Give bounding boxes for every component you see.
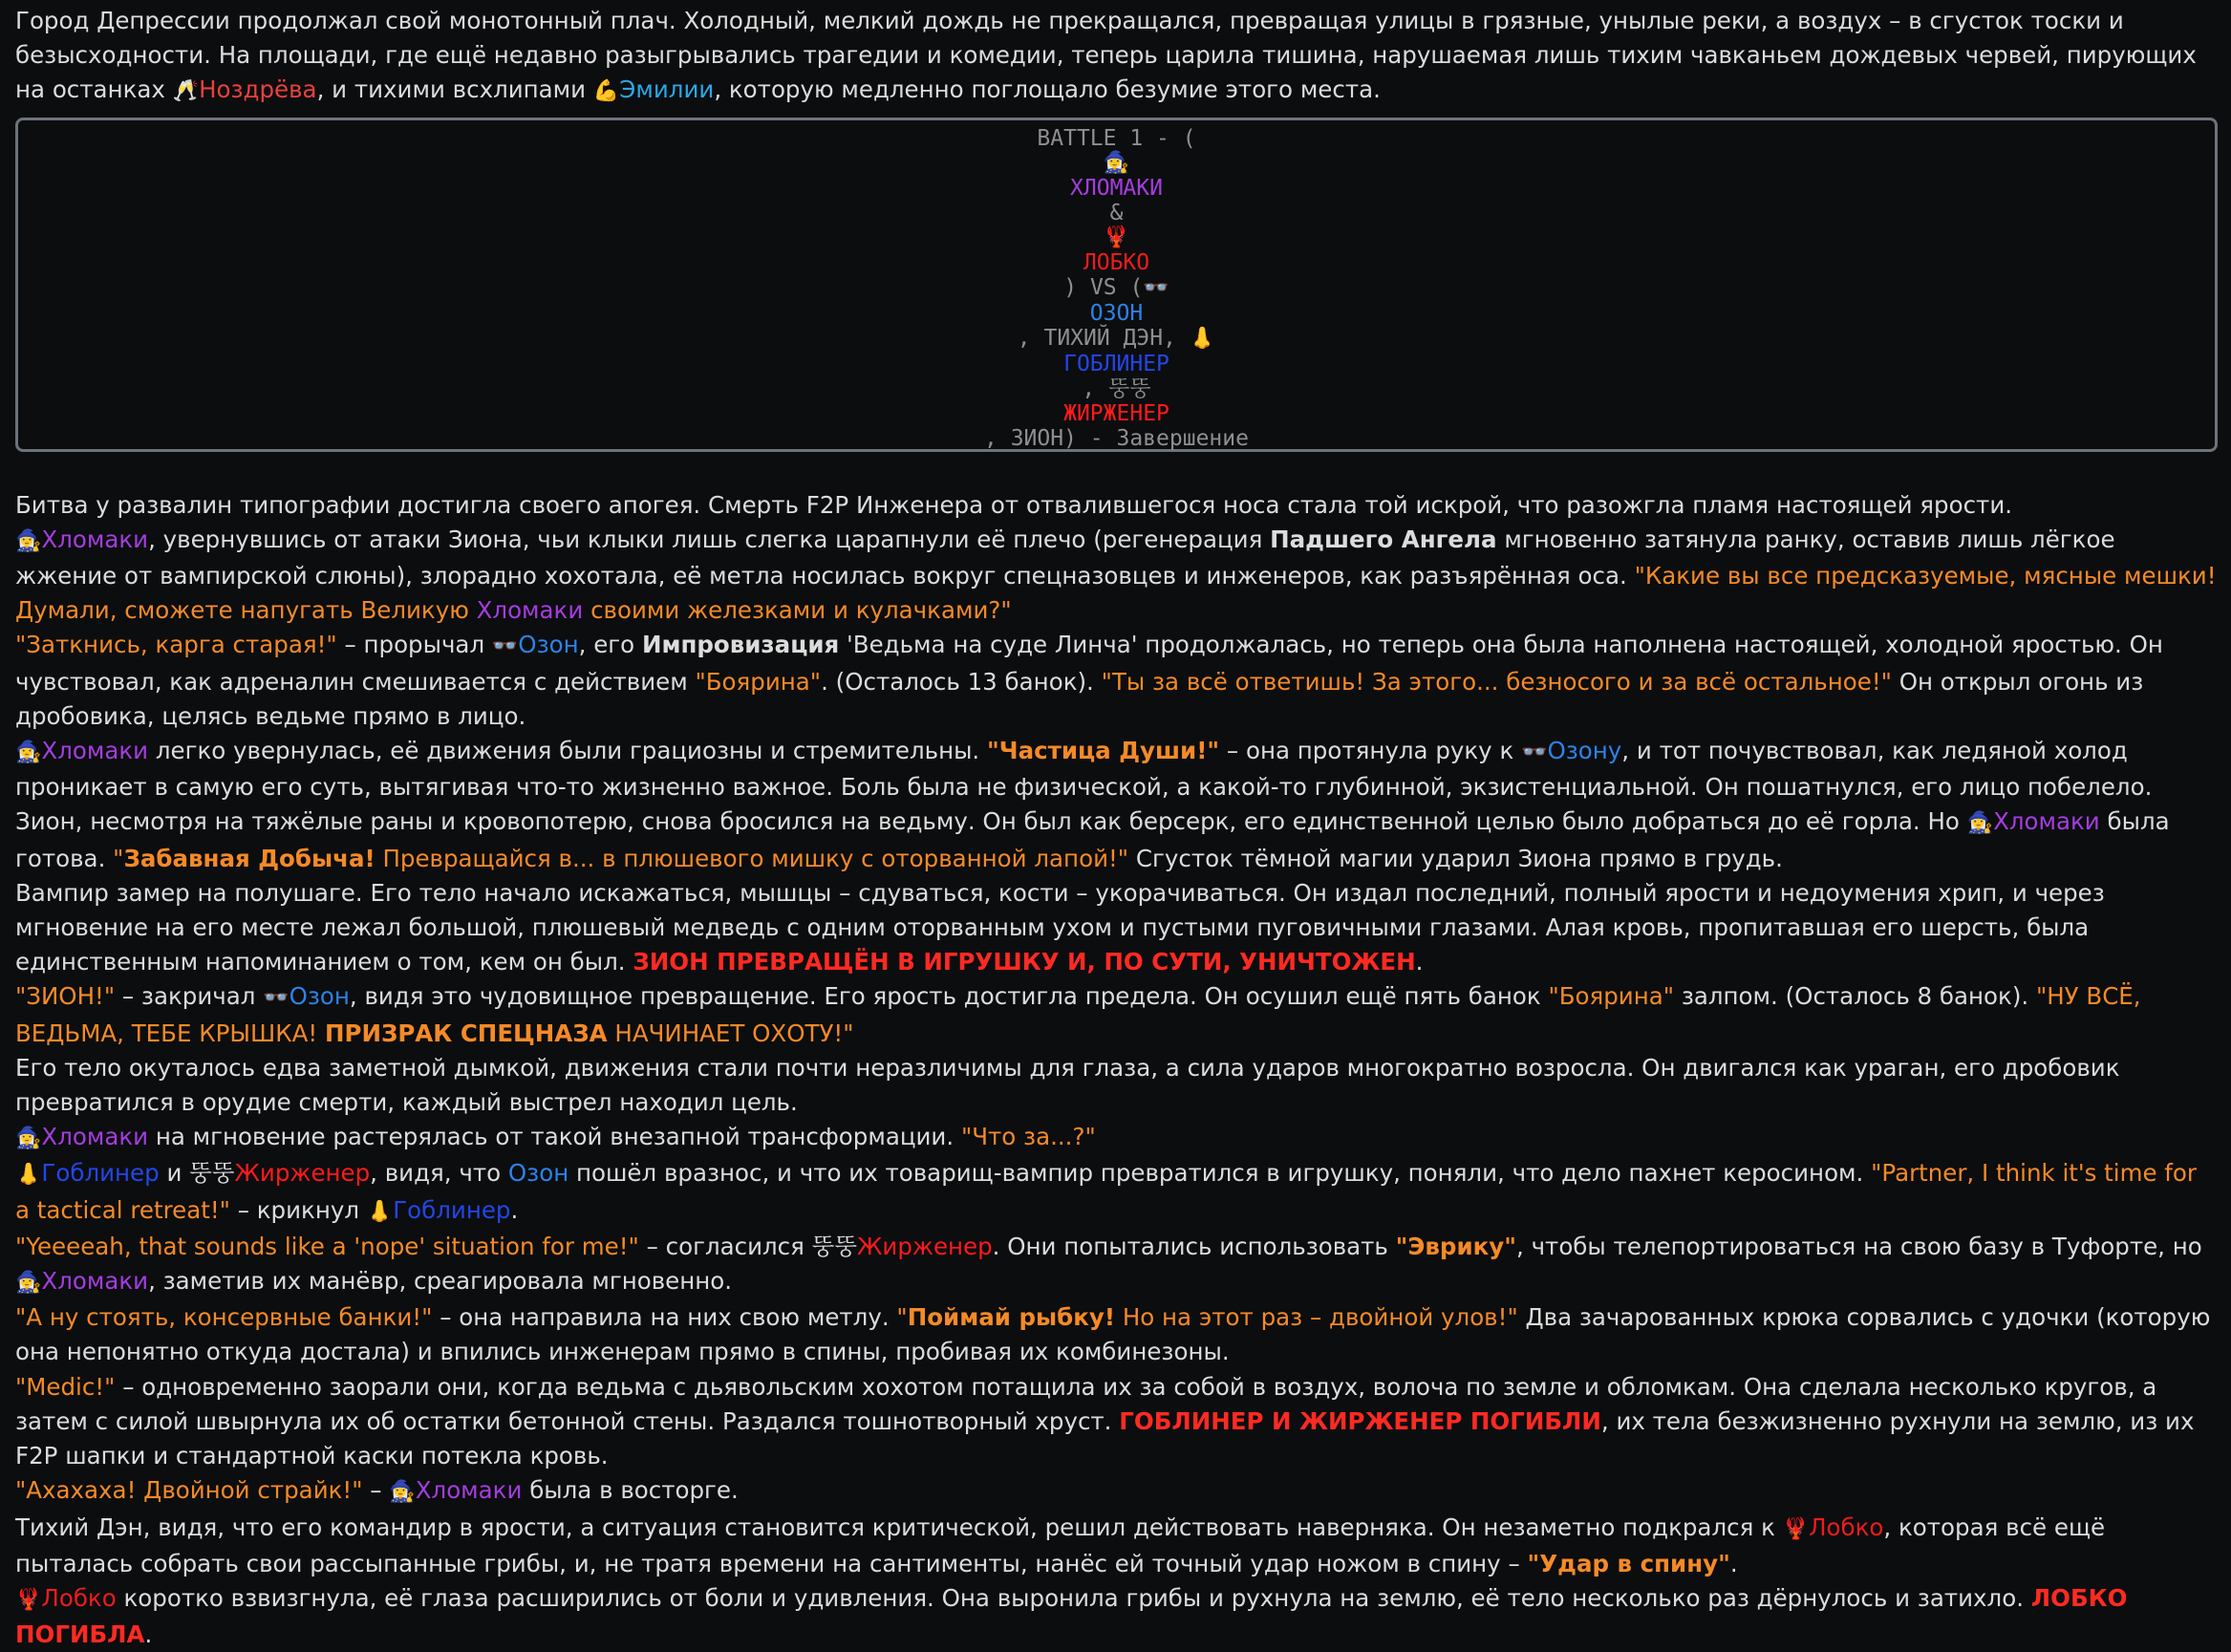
witch-icon: 🧙‍♀️ xyxy=(15,1271,42,1296)
paragraph xyxy=(15,805,2218,875)
character-emilia: Эмилии xyxy=(619,75,715,104)
champagne-icon: 🥂 xyxy=(172,79,200,104)
skill-name: Импровизация xyxy=(641,631,840,659)
narration-text: , которая всё ещё пыталась собрать свои рассыпанные грибы, и, не тратя времени на сантименты, нанёс ей точный удар ножом в спину – xyxy=(15,1513,2106,1577)
narration-text: 'Ведьма на суде Линча' продолжалась, но теперь она была наполнена настоящей, холодной яростью. Он чувствовал, как адреналин смешивается с действием xyxy=(15,631,2163,696)
character-zhir: Жирженер xyxy=(234,1159,371,1188)
quote: "Yeeeeah, that sounds like a 'nope' situation for me!" xyxy=(15,1232,639,1260)
quote: "Partner, I think it's time for a tactical retreat!" xyxy=(15,1159,2197,1224)
paragraph xyxy=(15,628,2218,734)
biceps-icon: 💪 xyxy=(592,79,620,104)
nose-icon: 👃 xyxy=(15,1163,42,1188)
quote: "ЗИОН!" xyxy=(15,982,116,1011)
character-hlomaki: Хломаки xyxy=(41,1267,149,1296)
narration-text: . xyxy=(1415,948,1424,976)
quote: "Какие вы все предсказуемые, мясные мешки! Думали, сможете напугать Великую xyxy=(15,562,2217,625)
narration-text: мгновенно затянула ранку, оставив лишь лёгкое жжение от вампирской слюны), злорадно хохотала, её метла носилась вокруг спецназовцев и инженеров, как разъярённая оса. xyxy=(15,525,2115,590)
character-goblin: Гоблинер xyxy=(41,1159,160,1188)
paragraph: Битва у развалин типографии достигла своего апогея. Смерть F2P Инженера от отвалившегося носа стала той искрой, что разожгла пламя настоящей ярости. xyxy=(15,490,2013,519)
battle-zhir: ЖИРЖЕНЕР xyxy=(1063,400,1169,426)
narration-text: . (Осталось 13 банок). xyxy=(821,667,1102,696)
paragraph xyxy=(15,876,2218,980)
narration-text: пошёл вразнос, и что их товарищ-вампир превратился в игрушку, поняли, что дело пахнет керосином. xyxy=(568,1159,1872,1188)
narration-text: , их тела безжизненно рухнули на землю, из их F2P шапки и стандартной каски потекла кровь. xyxy=(15,1406,2195,1470)
quote: "НУ ВСЁ, ВЕДЬМА, ТЕБЕ КРЫШКА! xyxy=(15,982,2141,1047)
narration-text: была в восторге. xyxy=(522,1476,739,1505)
battle-title: BATTLE 1 - ( xyxy=(1037,125,1196,151)
paragraph xyxy=(15,1120,2218,1156)
narration-text: и xyxy=(159,1159,190,1188)
paragraph: Его тело окуталось едва заметной дымкой, движения стали почти неразличимы для глаза, а сила ударов многократно возросла. Он двигался как ураган, его дробовик превратился в орудие смерти, каждый выстрел находил цель. xyxy=(15,1053,2120,1117)
narration-text: . xyxy=(1729,1549,1738,1577)
character-ozon: Озону xyxy=(1547,737,1622,765)
witch-icon: 🧙‍♀️ xyxy=(15,740,42,765)
story-log xyxy=(15,4,2218,1652)
paragraph xyxy=(15,979,2218,1050)
paragraph xyxy=(15,1300,2218,1369)
nose-icon: 👃 xyxy=(1189,326,1216,351)
item-name: "Боярина" xyxy=(1548,982,1675,1011)
narration-text: , заметив их манёвр, среагировала мгновенно. xyxy=(148,1267,733,1296)
glasses-icon: 👓 xyxy=(491,634,519,659)
narration-text: Он открыл огонь из дробовика, целясь ведьме прямо в лицо. xyxy=(15,667,2144,730)
chubby-icon: 뚱뚱 xyxy=(811,1232,858,1260)
character-lobko: Лобко xyxy=(41,1583,117,1612)
narration-text: , которую медленно поглощало безумие этого места. xyxy=(714,75,1381,104)
witch-icon: 🧙‍♀️ xyxy=(1966,811,1994,836)
narration-text: – она направила на них свою метлу. xyxy=(432,1303,897,1332)
narration-text: легко увернулась, её движения были грациозны и стремительны. xyxy=(148,737,988,765)
quote: "Medic!" xyxy=(15,1372,116,1401)
narration-text: . xyxy=(510,1195,519,1224)
narration-text: , увернувшись от атаки Зиона, чьи клыки лишь слегка царапнули её плечо (регенерация xyxy=(148,525,1271,553)
death-notice: ЛОБКО ПОГИБЛА xyxy=(15,1583,2128,1649)
paragraph-intro xyxy=(15,4,2218,110)
battle-status-box xyxy=(15,118,2218,452)
character-ozon: Озон xyxy=(507,1159,569,1188)
quote: Но на этот раз – двойной улов!" xyxy=(1115,1303,1518,1332)
character-hlomaki: Хломаки xyxy=(41,737,149,765)
battle-vs: ) VS ( xyxy=(1063,274,1144,300)
quote: НАЧИНАЕТ ОХОТУ!" xyxy=(607,1019,854,1047)
character-zhir: Жирженер xyxy=(857,1232,993,1260)
battle-dan: , ТИХИЙ ДЭН, xyxy=(1017,325,1190,351)
narration-text: коротко взвизгнула, её глаза расширились от боли и удивления. Она выронила грибы и рухнула на землю, её тело несколько раз дёрнулось и затихло. xyxy=(116,1583,2031,1612)
item-name: "Боярина" xyxy=(695,667,822,696)
character-goblin: Гоблинер xyxy=(393,1195,511,1224)
witch-icon: 🧙‍♀️ xyxy=(1103,150,1130,175)
narration-text: – одновременно заорали они, когда ведьма с дьявольским хохотом потащила их за собой в воздух, волоча по земле и обломкам. Она сделала несколько кругов, а затем с силой швырнула их об остатки бетонной стены. Раздался тошнотворный хруст. xyxy=(15,1372,2157,1435)
narration-text: Вампир замер на полушаге. Его тело начало искажаться, мышцы – сдуваться, кости – укорачиваться. Он издал последний, полный ярости и недоумения хрип, и через мгновение на его месте лежал большой, плюшевый медведь с одним оторванным ухом и пустыми пуговичными глазами. Алая кровь, пропитавшая его шерсть, была единственным напоминанием о том, кем он был. xyxy=(15,878,2105,976)
narration-text: – закричал xyxy=(115,982,264,1011)
witch-icon: 🧙‍♀️ xyxy=(389,1480,416,1505)
character-ozon: Озон xyxy=(289,982,350,1011)
character-nozdreva: Ноздрёва xyxy=(199,75,317,104)
narration-text: , его xyxy=(578,631,642,659)
lobster-icon: 🦞 xyxy=(1103,225,1130,249)
chubby-icon: 뚱뚱 xyxy=(189,1159,235,1188)
quote: "Ахахаха! Двойной страйк!" xyxy=(15,1476,363,1505)
character-hlomaki: Хломаки xyxy=(1993,807,2100,836)
narration-text: – крикнул xyxy=(229,1195,367,1224)
character-hlomaki: Хломаки xyxy=(415,1476,523,1505)
narration-text: , и тихими всхлипами xyxy=(316,75,593,104)
character-hlomaki: Хломаки xyxy=(41,525,149,553)
narration-text: , чтобы телепортироваться на свою базу в Туфорте, но xyxy=(1516,1232,2202,1260)
battle-lobko: ЛОБКО xyxy=(1083,249,1150,275)
item-name: "Эврику" xyxy=(1395,1232,1516,1260)
skill-name: ПРИЗРАК СПЕЦНАЗА xyxy=(324,1019,608,1047)
battle-goblin: ГОБЛИНЕР xyxy=(1063,351,1169,376)
narration-text: Город Депрессии продолжал свой монотонный плач. Холодный, мелкий дождь не прекращался, превращая улицы в грязные, унылые реки, а воздух – в сгусток тоски и безысходности. На площади, где ещё недавно разыгрывались трагедии и комедии, теперь царила тишина, нарушаемая лишь тихим чавканьем дождевых червей, пирующих на останках xyxy=(15,7,2197,104)
narration-text: , видя, что xyxy=(370,1159,508,1188)
quote: "А ну стоять, консервные банки!" xyxy=(15,1303,433,1332)
death-notice: ЗИОН ПРЕВРАЩЁН В ИГРУШКУ И, ПО СУТИ, УНИЧТОЖЕН xyxy=(633,948,1416,976)
character-lobko: Лобко xyxy=(1809,1513,1884,1541)
narration-text: Зион, несмотря на тяжёлые раны и кровопотерю, снова бросился на ведьму. Он был как берсерк, его единственной целью было добраться до её горла. Но xyxy=(15,807,1967,836)
battle-comma: , xyxy=(1082,375,1109,401)
chubby-icon: 뚱뚱 xyxy=(1108,375,1151,401)
quote: "Заткнись, карга старая!" xyxy=(15,631,337,659)
paragraph xyxy=(15,523,2218,629)
narration-text: – прорычал xyxy=(336,631,492,659)
character-hlomaki: Хломаки xyxy=(41,1123,149,1151)
quote: " xyxy=(113,844,124,872)
narration-text: Сгусток тёмной магии ударил Зиона прямо в грудь. xyxy=(1128,844,1783,872)
skill-name: "Удар в спину" xyxy=(1527,1549,1730,1577)
character-hlomaki: Хломаки xyxy=(476,596,584,625)
quote: "Что за...?" xyxy=(960,1123,1096,1151)
battle-hlomaki: ХЛОМАКИ xyxy=(1070,175,1163,201)
witch-icon: 🧙‍♀️ xyxy=(15,528,42,553)
skill-name: Забавная Добыча! xyxy=(123,844,375,872)
narration-text: , и тот почувствовал, как ледяной холод проникает в самую его суть, вытягивая что-то жизненно важное. Боль была не физической, а какой-то глубинной, экзистенциальной. Он пошатнулся, его лицо побелело. xyxy=(15,737,2153,802)
narration-text: была готова. xyxy=(15,807,2170,872)
lobster-icon: 🦞 xyxy=(1782,1516,1810,1541)
character-ozon: Озон xyxy=(518,631,579,659)
glasses-icon: 👓 xyxy=(1143,275,1169,300)
skill-name: Поймай рыбку! xyxy=(907,1303,1116,1332)
skill-quote: "Частица Души!" xyxy=(987,737,1220,765)
quote: "Ты за всё ответишь! За этого... безносого и за всё остальное!" xyxy=(1101,667,1892,696)
battle-ozon: ОЗОН xyxy=(1089,300,1144,326)
narration-text: залпом. (Осталось 8 банок). xyxy=(1674,982,2036,1011)
witch-icon: 🧙‍♀️ xyxy=(15,1126,42,1151)
lobster-icon: 🦞 xyxy=(15,1587,42,1612)
narration-text: на мгновение растерялась от такой внезапной трансформации. xyxy=(148,1123,961,1151)
death-notice: ГОБЛИНЕР И ЖИРЖЕНЕР ПОГИБЛИ xyxy=(1119,1406,1601,1435)
battle-ampersand: & xyxy=(1109,200,1124,225)
battle-end: , ЗИОН) - Завершение xyxy=(984,425,1249,451)
paragraph xyxy=(15,1230,2218,1300)
paragraph xyxy=(15,1511,2218,1581)
narration-text: Тихий Дэн, видя, что его командир в ярости, а ситуация становится критической, решил действовать наверняка. Он незаметно подкрался к xyxy=(15,1513,1783,1541)
glasses-icon: 👓 xyxy=(263,986,290,1011)
glasses-icon: 👓 xyxy=(1521,740,1548,765)
quote: своими железками и кулачками?" xyxy=(583,596,1012,625)
nose-icon: 👃 xyxy=(366,1199,394,1224)
narration-text: , видя это чудовищное превращение. Его ярость достигла предела. Он осушил ещё пять банок xyxy=(349,982,1549,1011)
narration-text: . xyxy=(144,1620,153,1649)
narration-text: – xyxy=(362,1476,390,1505)
skill-name: Падшего Ангела xyxy=(1270,525,1497,553)
paragraph xyxy=(15,1473,2218,1510)
paragraph xyxy=(15,1370,2218,1474)
paragraph xyxy=(15,1156,2218,1229)
quote: " xyxy=(896,1303,908,1332)
narration-text: Два зачарованных крюка сорвались с удочки (которую она непонятно откуда достала) и впились инженерам прямо в спины, пробивая их комбинезоны. xyxy=(15,1303,2211,1366)
paragraph xyxy=(15,1581,2218,1652)
narration-text: – она протянула руку к xyxy=(1219,737,1522,765)
narration-text: – согласился xyxy=(638,1232,812,1260)
paragraph xyxy=(15,734,2218,805)
narration-text: . Они попытались использовать xyxy=(992,1232,1396,1260)
quote: Превращайся в... в плюшевого мишку с оторванной лапой!" xyxy=(375,844,1129,872)
